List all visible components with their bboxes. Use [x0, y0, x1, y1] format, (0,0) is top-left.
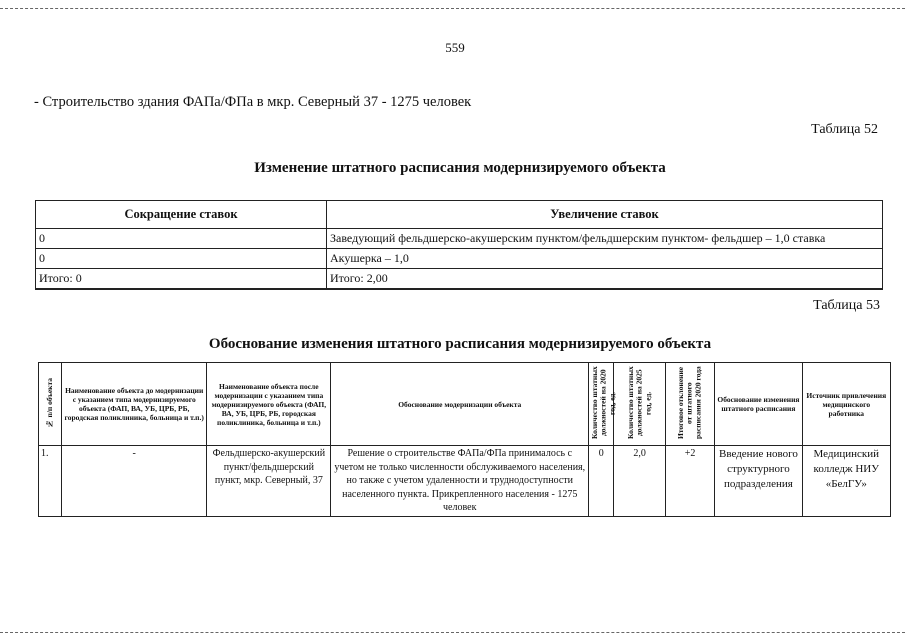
section-subtitle: - Строительство здания ФАПа/ФПа в мкр. Северный 37 - 1275 человек — [34, 94, 472, 110]
table-header-row — [36, 201, 883, 229]
header-object-after: Наименование объекта после модернизации с указанием типа модернизируемого объекта (ФАП, ВА, УБ, ЦРБ, РБ, городская поликлиника, больница и т.п.) — [207, 363, 331, 446]
cell-count-2020: 0 — [589, 446, 614, 517]
header-source: Источник привлечения медицинского работника — [802, 363, 890, 446]
header-increase: Увеличение ставок — [327, 201, 883, 229]
cell-reduction: 0 — [36, 249, 327, 269]
cell-justification: Решение о строительстве ФАПа/ФПа принималось с учетом не только численности обслуживаемого населения, но также с учетом удаленности и труднодоступности населенного пункта. Прикрепленного населения - 1275 человек — [331, 446, 589, 517]
staffing-change-table — [35, 200, 883, 290]
header-reduction: Сокращение ставок — [36, 201, 327, 229]
table-row — [39, 446, 891, 517]
header-number: № п/п объекта — [39, 363, 62, 446]
header-count-2020: Количество штатных должностей на 2020 год, ед. — [589, 363, 614, 446]
cell-object-before: - — [62, 446, 207, 517]
page-number: 559 — [445, 40, 465, 55]
table-53-label: Таблица 53 — [813, 298, 880, 313]
cell-increase: Заведующий фельдшерско-акушерским пунктом/фельдшерским пунктом- фельдшер – 1,0 ставка — [327, 229, 883, 249]
header-change-reason: Обоснование изменения штатного расписания — [715, 363, 802, 446]
cell-change-reason: Введение нового структурного подразделения — [715, 446, 802, 517]
header-justification: Обоснование модернизации объекта — [331, 363, 589, 446]
table-52-heading: Изменение штатного расписания модернизируемого объекта — [254, 160, 666, 176]
cell-deviation: +2 — [665, 446, 714, 517]
table-row — [36, 229, 883, 249]
table-52-label: Таблица 52 — [811, 122, 878, 137]
cell-total-reduction: Итого: 0 — [36, 269, 327, 290]
header-count-2025: Количество штатных должностей на 2025 год, ед. — [614, 363, 666, 446]
scan-edge-bottom — [0, 632, 905, 633]
scan-edge-top — [0, 8, 905, 9]
cell-increase: Акушерка – 1,0 — [327, 249, 883, 269]
table-header-row — [39, 363, 891, 446]
table-total-row — [36, 269, 883, 290]
header-deviation: Итоговое отклонение от штатного расписания 2020 года — [665, 363, 714, 446]
cell-reduction: 0 — [36, 229, 327, 249]
header-object-before: Наименование объекта до модернизации с указанием типа модернизируемого объекта (ФАП, ВА, УБ, ЦРБ, РБ, городская поликлиника, больница и т.п.) — [62, 363, 207, 446]
cell-number: 1. — [39, 446, 62, 517]
table-53-heading: Обоснование изменения штатного расписания модернизируемого объекта — [208, 336, 712, 352]
cell-total-increase: Итого: 2,00 — [327, 269, 883, 290]
staffing-justification-table — [38, 362, 891, 517]
table-row — [36, 249, 883, 269]
cell-count-2025: 2,0 — [614, 446, 666, 517]
cell-source: Медицинский колледж НИУ «БелГУ» — [802, 446, 890, 517]
cell-object-after: Фельдшерско-акушерский пункт/фельдшерский пункт, мкр. Северный, 37 — [207, 446, 331, 517]
